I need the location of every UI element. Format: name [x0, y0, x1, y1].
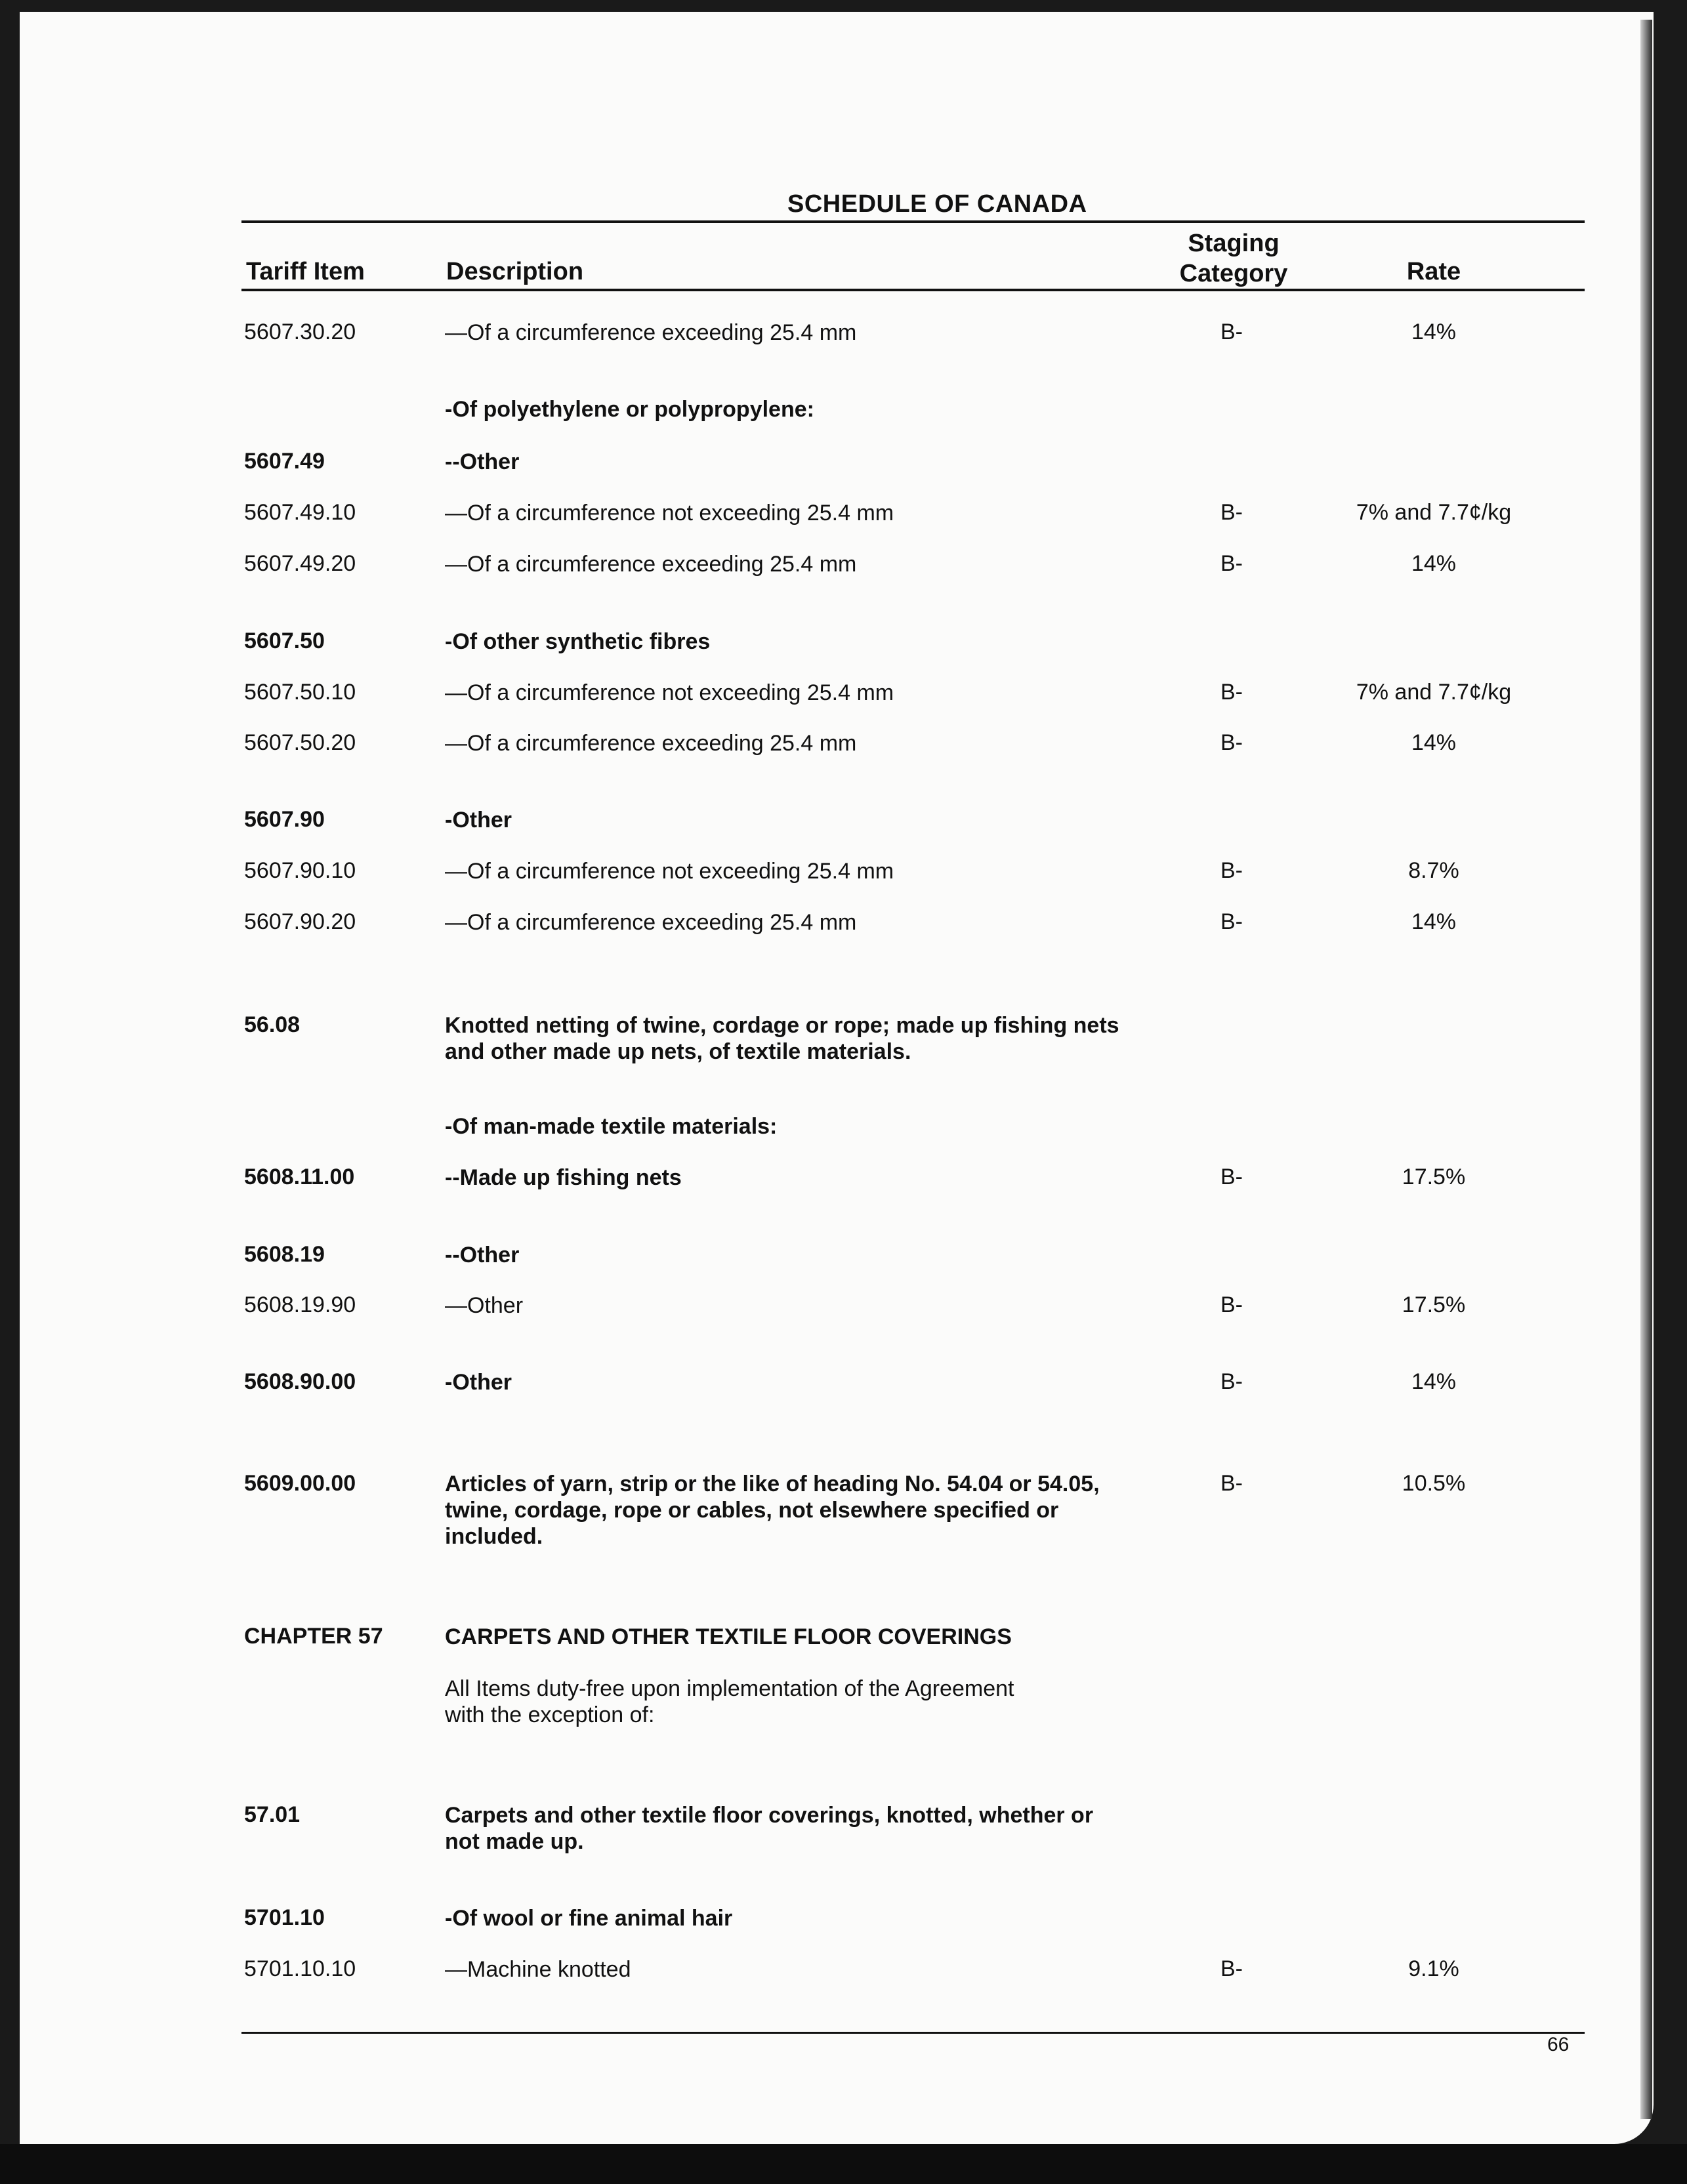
rate: 14%: [1411, 551, 1457, 576]
staging-category: B-: [1220, 1164, 1243, 1189]
rate: 9.1%: [1408, 1956, 1459, 1981]
staging-category: B-: [1220, 1956, 1243, 1981]
description: —Of a circumference exceeding 25.4 mm: [445, 320, 857, 345]
tariff-item: 5607.50.10: [244, 680, 356, 705]
tariff-item: 56.08: [244, 1012, 301, 1037]
tariff-item: CHAPTER 57: [244, 1624, 383, 1649]
description: —Of a circumference exceeding 25.4 mm: [445, 731, 857, 756]
description: Carpets and other textile floor coverings, knotted, whether or not made up.: [445, 1803, 1094, 1854]
tariff-item: 5608.90.00: [244, 1369, 356, 1394]
scan-bottom-edge: [0, 2144, 1687, 2184]
description: —Of a circumference not exceeding 25.4 mm: [445, 680, 894, 705]
description: -Of man-made textile materials:: [445, 1114, 778, 1139]
header-rule: [241, 289, 1585, 291]
tariff-item: 5607.90.20: [244, 909, 356, 934]
staging-category: B-: [1220, 909, 1243, 934]
tariff-item: 5609.00.00: [244, 1471, 356, 1496]
footer-rule: [241, 2032, 1585, 2034]
header-rate: Rate: [1406, 258, 1461, 285]
tariff-item: 5701.10: [244, 1905, 325, 1930]
staging-category: B-: [1220, 551, 1243, 576]
description: —Other: [445, 1293, 524, 1318]
description: —Machine knotted: [445, 1957, 631, 1982]
tariff-item: 5607.50: [244, 628, 325, 653]
rate: 17.5%: [1402, 1292, 1466, 1317]
page-title: SCHEDULE OF CANADA: [787, 190, 1087, 218]
rate: 14%: [1411, 1369, 1457, 1394]
tariff-item: 5607.90.10: [244, 858, 356, 883]
description: -Other: [445, 1370, 512, 1395]
description: —Of a circumference not exceeding 25.4 mm: [445, 859, 894, 884]
staging-category: B-: [1220, 680, 1243, 705]
header-staging-line1: Staging: [1188, 230, 1280, 257]
tariff-item: 5607.50.20: [244, 730, 356, 755]
description: -Of polyethylene or polypropylene:: [445, 397, 814, 422]
tariff-item: 5608.19.90: [244, 1292, 356, 1317]
tariff-item: 5607.49.10: [244, 500, 356, 525]
rate: 14%: [1411, 730, 1457, 755]
header-tariff-item: Tariff Item: [246, 258, 365, 285]
description: —Of a circumference not exceeding 25.4 mm: [445, 501, 894, 525]
staging-category: B-: [1220, 858, 1243, 883]
rate: 7% and 7.7¢/kg: [1356, 500, 1512, 525]
description: -Of wool or fine animal hair: [445, 1906, 733, 1931]
tariff-item: 5608.11.00: [244, 1164, 355, 1189]
description: Articles of yarn, strip or the like of heading No. 54.04 or 54.05, twine, cordage, rope or cables, not elsewhere specified or included.: [445, 1472, 1100, 1549]
header-staging-category: [1175, 228, 1293, 289]
description: --Made up fishing nets: [445, 1165, 682, 1190]
rate: 8.7%: [1408, 858, 1459, 883]
description: —Of a circumference exceeding 25.4 mm: [445, 910, 857, 935]
top-rule: [241, 220, 1585, 223]
description: —Of a circumference exceeding 25.4 mm: [445, 552, 857, 577]
description: -Of other synthetic fibres: [445, 629, 711, 654]
page-number: 66: [1547, 2034, 1570, 2055]
tariff-item: 57.01: [244, 1802, 301, 1827]
tariff-item: 5607.90: [244, 807, 325, 832]
rate: 14%: [1411, 909, 1457, 934]
description: -Other: [445, 808, 512, 833]
staging-category: B-: [1220, 1471, 1243, 1496]
description: CARPETS AND OTHER TEXTILE FLOOR COVERINGS: [445, 1624, 1012, 1649]
staging-category: B-: [1220, 1369, 1243, 1394]
description: --Other: [445, 1243, 520, 1267]
rate: 17.5%: [1402, 1164, 1466, 1189]
header-description: Description: [446, 258, 584, 285]
staging-category: B-: [1220, 319, 1243, 344]
tariff-item: 5607.30.20: [244, 319, 356, 344]
description: --Other: [445, 449, 520, 474]
tariff-item: 5607.49: [244, 449, 325, 474]
staging-category: B-: [1220, 730, 1243, 755]
description: Knotted netting of twine, cordage or rope; made up fishing nets and other made up nets, of textile materials.: [445, 1013, 1119, 1064]
staging-category: B-: [1220, 500, 1243, 525]
header-staging-line2: Category: [1179, 260, 1288, 287]
tariff-item: 5701.10.10: [244, 1956, 356, 1981]
tariff-item: 5608.19: [244, 1242, 325, 1267]
rate: 14%: [1411, 319, 1457, 344]
rate: 10.5%: [1402, 1471, 1466, 1496]
rate: 7% and 7.7¢/kg: [1356, 680, 1512, 705]
tariff-item: 5607.49.20: [244, 551, 356, 576]
staging-category: B-: [1220, 1292, 1243, 1317]
description: All Items duty-free upon implementation of the Agreement with the exception of:: [445, 1676, 1014, 1727]
scan-edge: [1640, 20, 1652, 2119]
